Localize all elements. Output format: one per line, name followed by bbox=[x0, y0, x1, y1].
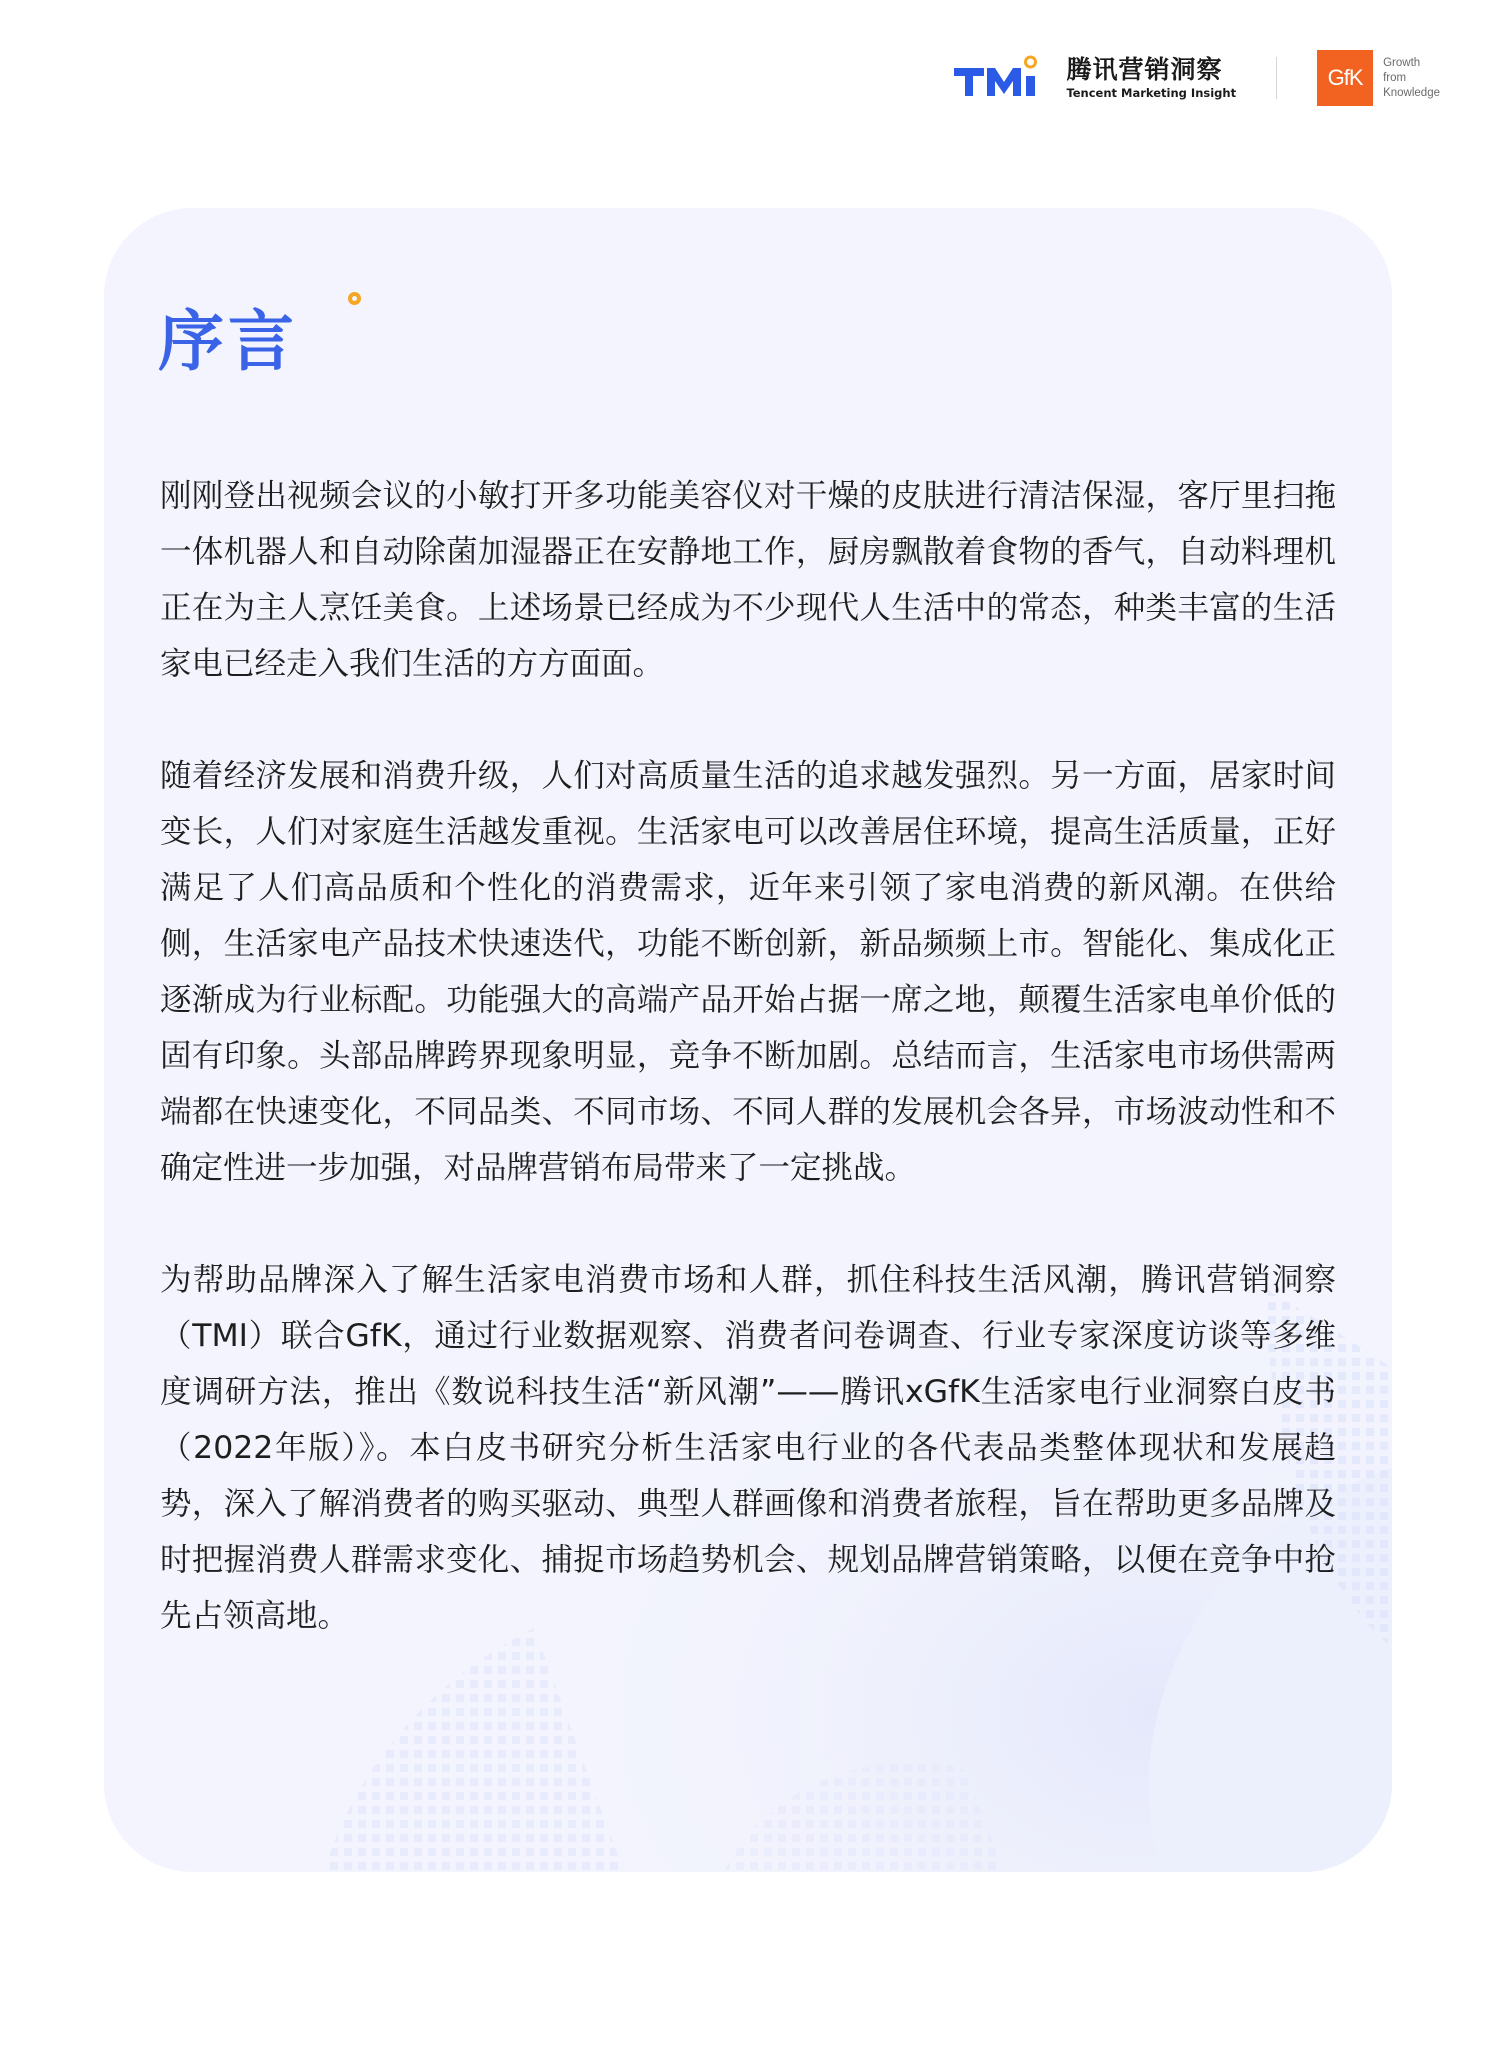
page-header bbox=[954, 50, 1440, 106]
paragraph: 随着经济发展和消费升级，人们对高质量生活的追求越发强烈。另一方面，居家时间变长，人们对家庭生活越发重视。生活家电可以改善居住环境，提高生活质量，正好满足了人们高品质和个性化的消费需求，近年来引领了家电消费的新风潮。在供给侧，生活家电产品技术快速迭代，功能不断创新，新品频频上市。智能化、集成化正逐渐成为行业标配。功能强大的高端产品开始占据一席之地，颠覆生活家电单价低的固有印象。头部品牌跨界现象明显，竞争不断加剧。总结而言，生活家电市场供需两端都在快速变化，不同品类、不同市场、不同人群的发展机会各异，市场波动性和不确定性进一步加强，对品牌营销布局带来了一定挑战。 bbox=[160, 758, 1336, 1186]
title-block bbox=[158, 288, 298, 383]
gfk-tagline-line: from bbox=[1383, 71, 1407, 84]
paragraph: 刚刚登出视频会议的小敏打开多功能美容仪对干燥的皮肤进行清洁保湿，客厅里扫拖一体机器人和自动除菌加湿器正在安静地工作，厨房飘散着食物的香气，自动料理机正在为主人烹饪美食。上述场景已经成为不少现代人生活中的常态，种类丰富的生活家电已经走入我们生活的方方面面。 bbox=[160, 478, 1336, 682]
tmi-logo-mark bbox=[954, 52, 1054, 104]
tmi-name-cn: 腾讯营销洞察 bbox=[1066, 55, 1223, 84]
preface-body bbox=[160, 468, 1336, 1700]
tmi-logo bbox=[954, 52, 1236, 104]
tmi-name-en: Tencent Marketing Insight bbox=[1066, 86, 1237, 100]
gfk-tagline bbox=[1383, 56, 1440, 101]
gfk-logo bbox=[1317, 50, 1440, 106]
paragraph: 为帮助品牌深入了解生活家电消费市场和人群，抓住科技生活风潮，腾讯营销洞察（TMI）联合GfK，通过行业数据观察、消费者问卷调查、行业专家深度访谈等多维度调研方法，推出《数说科技生活“新风潮”——腾讯xGfK生活家电行业洞察白皮书（2022年版）》。本白皮书研究分析生活家电行业的各代表品类整体现状和发展趋势，深入了解消费者的购买驱动、典型人群画像和消费者旅程，旨在帮助更多品牌及时把握消费人群需求变化、捕捉市场趋势机会、规划品牌营销策略，以便在竞争中抢先占领高地。 bbox=[160, 1262, 1336, 1634]
preface-card bbox=[104, 208, 1392, 1872]
title-accent-dot-icon bbox=[348, 292, 361, 305]
gfk-tagline-line: Growth bbox=[1383, 56, 1421, 69]
header-divider bbox=[1276, 57, 1277, 99]
page-title: 序言 bbox=[158, 303, 298, 380]
gfk-tagline-line: Knowledge bbox=[1383, 86, 1440, 99]
tmi-logo-text bbox=[1066, 55, 1236, 101]
gfk-logo-mark: GfK bbox=[1317, 50, 1373, 106]
